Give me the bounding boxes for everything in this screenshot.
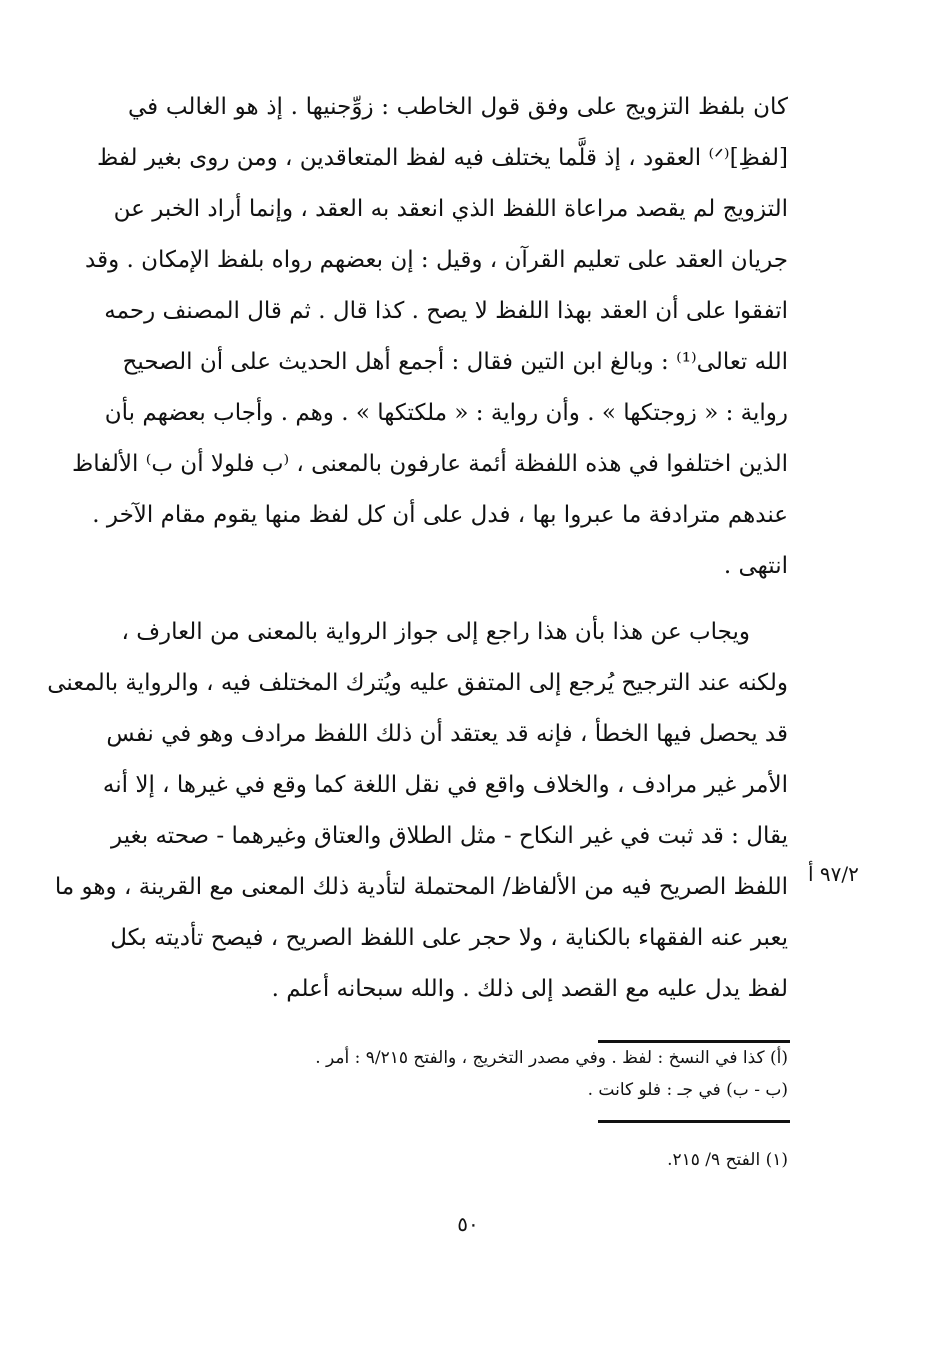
text-line: لفظ يدل عليه مع القصد إلى ذلك . والله سبحانه أعلم . (271, 976, 788, 1002)
footnote-variant-b: (ب - ب) في جـ : فلو كانت . (587, 1080, 788, 1100)
footnote-divider-bottom (598, 1120, 790, 1123)
text-line: [لفظِ]⁽ᐟ⁾ العقود ، إذ قلَّما يختلف فيه لفظ المتعاقدين ، ومن روى بغير لفظ (97, 145, 788, 171)
text-line: اللفظ الصريح فيه من الألفاظ/ المحتملة لتأدية ذلك المعنى مع القرينة ، وهو ما (54, 874, 788, 900)
footnote-source-1: (١) الفتح ٩/ ٢١٥. (667, 1150, 788, 1170)
footnote-divider-top (598, 1040, 790, 1043)
text-line: يعبر عنه الفقهاء بالكناية ، ولا حجر على اللفظ الصريح ، فيصح تأديته بكل (110, 925, 788, 951)
paragraph-1 (71, 82, 788, 592)
footnote-variant-a: (أ) كذا في النسخ : لفظ . وفي مصدر التخريج ، والفتح ٩/٢١٥ : أمر . (315, 1048, 788, 1068)
text-line: رواية : « زوجتكها » . وأن رواية : « ملكتكها » . وهم . وأجاب بعضهم بأن (104, 400, 788, 426)
text-line: ويجاب عن هذا بأن هذا راجع إلى جواز الرواية بالمعنى من العارف ، (121, 619, 750, 645)
page-number: ٥٠ (457, 1212, 479, 1236)
text-line: الله تعالى⁽¹⁾ : وبالغ ابن التين فقال : أجمع أهل الحديث على أن الصحيح (122, 349, 788, 375)
manuscript-folio-note: ٩٧/٢ أ (808, 862, 859, 886)
text-line: الأمر غير مرادف ، والخلاف واقع في نقل اللغة كما وقع في غيرها ، إلا أنه (102, 772, 788, 798)
text-line: قد يحصل فيها الخطأ ، فإنه قد يعتقد أن ذلك اللفظ مرادف وهو في نفس (106, 721, 788, 747)
text-line: كان بلفظ التزويج على وفق قول الخاطب : زوِّجنيها . إذ هو الغالب في (128, 94, 788, 120)
text-line: الذين اختلفوا في هذه اللفظة أئمة عارفون بالمعنى ، ⁽ب فلولا أن ب⁾ الألفاظ (71, 451, 788, 477)
paragraph-2 (47, 607, 788, 1015)
text-line: جريان العقد على تعليم القرآن ، وقيل : إن بعضهم رواه بلفظ الإمكان . وقد (85, 247, 788, 273)
text-line: اتفقوا على أن العقد بهذا اللفظ لا يصح . كذا قال . ثم قال المصنف رحمه (104, 298, 788, 324)
text-line: انتهى . (723, 553, 788, 579)
text-line: عندهم مترادفة ما عبروا بها ، فدل على أن كل لفظ منها يقوم مقام الآخر . (92, 502, 788, 528)
text-line: ولكنه عند الترجيح يُرجع إلى المتفق عليه ويُترك المختلف فيه ، والرواية بالمعنى (47, 670, 788, 696)
text-line: يقال : قد ثبت في غير النكاح - مثل الطلاق والعتاق وغيرهما - صحته بغير (111, 823, 788, 849)
text-line: التزويج لم يقصد مراعاة اللفظ الذي انعقد به العقد ، وإنما أراد الخبر عن (113, 196, 788, 222)
